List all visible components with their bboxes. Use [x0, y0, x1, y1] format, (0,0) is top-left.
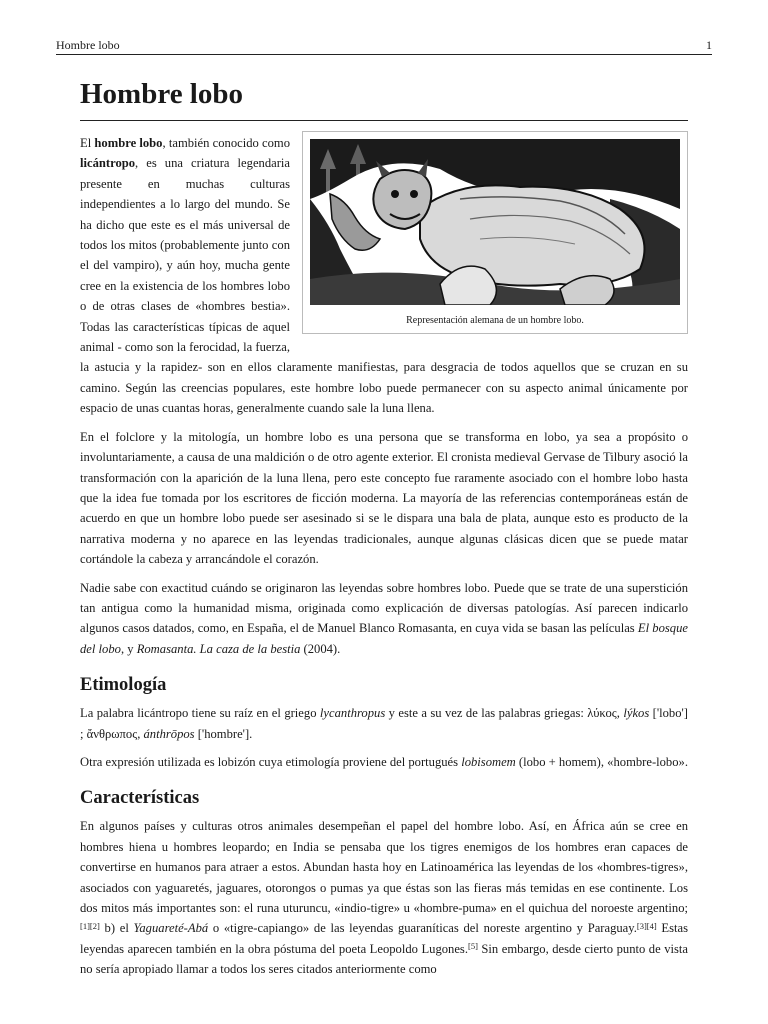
folklore-paragraph: En el folclore y la mitología, un hombre lobo es una persona que se transforma en lobo, ya sea a propósito o involuntariamente, a causa de una maldición o de otro agente exterior. El cronista medieval Gervase de Tilbury asoció la transformación con la aparición de la luna llena, pero este concepto fue raramente asociado con el hombre lobo hasta que la idea fue tomada por los escritores de ficción moderna. La mayoría de las referencias contemporáneas están de acuerdo en que un hombre lobo puede ser asesinado si se le dispara una bala de plata, aunque esto es producto de la narrativa moderna y no aparece en las leyendas tradicionales, aunque algunas clásicas dicen que se puede matar cortándole la cabeza y arrancándole el corazón. — [80, 429, 688, 567]
running-title: Hombre lobo — [56, 38, 120, 52]
etymology-paragraph: La palabra licántropo tiene su raíz en el griego lycanthropus y este a su vez de las palabras griegas: λύκος, lýkos ['lobo'] ; ἄνθρωπος, ánthrōpos ['hombre']. — [80, 706, 688, 741]
citation-ref[interactable]: [5] — [467, 941, 478, 952]
section-heading-etimologia: Etimología — [80, 675, 167, 696]
figure-caption: Representación alemana de un hombre lobo. — [406, 315, 584, 326]
origins-paragraph: Nadie sabe con exactitud cuándo se originaron las leyendas sobre hombres lobo. Puede que se trate de una superstición tan antigua como la humanidad misma, originada como explicación de diversas patologías. Así parecen indicarlo algunos casos datados, como, en España, el de Manuel Blanco Romasanta, en cuya vida se basan las películas El bosque del lobo, y Romasanta. La caza de la bestia (2004). — [80, 580, 688, 656]
figure — [302, 131, 688, 334]
werewolf-woodcut-image — [310, 139, 680, 305]
film-title-bosque: El bosque del lobo — [80, 621, 688, 656]
characteristics-paragraph: En algunos países y culturas otros animales desempeñan el papel del hombre lobo. Así, en África aún se cree en hombres hiena u hombres leopardo; en India se pensaba que los tigres enemigos de los hombres eran capaces de convertirse en humanos para atraer a estos. Abundan hasta hoy en Latinoamérica las leyendas de los «hombres-tigres», asociados con yaguaretés, jaguares, otorongos o pumas ya que éstas son las fieras más temidas en ese continente. Los dos mitos más importantes son: el runa uturuncu, «indio-tigre» u «hombre-puma» en el quichua del noroeste argentino;[1][2] b) el Yaguareté-Abá o «tigre-capiango» de las leyendas guaraníticas del noreste argentino y Paraguay.[3][4] Estas leyendas aparecen también en la obra póstuma del poeta Leopoldo Lugones.[5] Sin embargo, desde cierto punto de vista no sería apropiado llamar a todos los seres citados anteriormente como — [80, 819, 689, 977]
lobizon-paragraph: Otra expresión utilizada es lobizón cuya etimología proviene del portugués lobisomem (lobo + homem), «hombre-lobo». — [80, 754, 688, 769]
section-heading-caracteristicas: Características — [80, 788, 200, 809]
page-number: 1 — [706, 38, 712, 52]
intro-paragraph: El hombre lobo, también conocido como licántropo, es una criatura legendaria presente en muchas culturas independientes a lo largo del mundo. Se ha dicho que este es el más universal de todos los mitos (probablemente junto con el del vampiro), y aún hoy, mucha gente cree en la existencia de los hombres lobo o de otras clases de «hombres bestia». Todas las características típicas de aquel animal - como son la ferocidad, la fuerza, la astucia y la rapidez- son en ellos claramente manifiestas, para desgracia de todos aquellos que se cruzan en su camino. Según las creencias populares, este hombre lobo puede permanecer con su aspecto animal únicamente por espacio de unas cuantas horas, generalmente cuando sale la luna llena. — [80, 136, 688, 416]
article-title: Hombre lobo — [80, 76, 688, 121]
citation-ref[interactable]: [1][2] — [80, 921, 100, 932]
film-title-romasanta: Romasanta. La caza de la bestia — [136, 641, 301, 656]
article-content — [80, 76, 688, 988]
running-header — [56, 38, 712, 55]
term-hombre-lobo: hombre lobo — [94, 136, 163, 150]
term-licantropo: licántropo — [80, 156, 136, 171]
citation-ref[interactable]: [3][4] — [636, 921, 657, 932]
